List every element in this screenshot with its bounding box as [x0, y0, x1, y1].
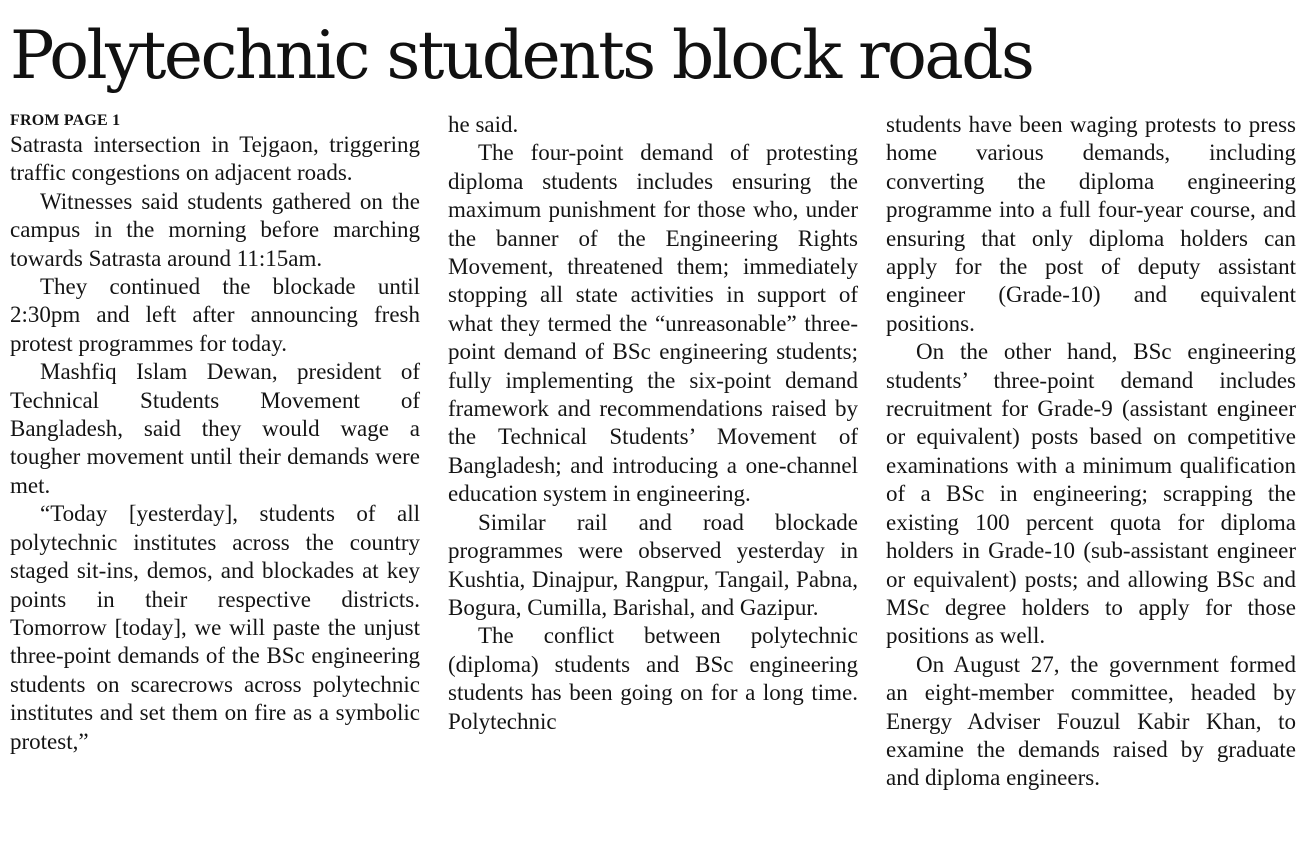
paragraph: Similar rail and road blockade programmes were observed yesterday in Kushtia, Dinajpur, Rangpur, Tangail, Pabna, Bogura, Cumilla, Barishal, and Gazipur.: [448, 509, 858, 620]
kicker-from-page: FROM PAGE 1: [10, 112, 121, 129]
paragraph: The conflict between polytechnic (diploma) students and BSc engineering students has been going on for a long time. Polytechnic: [448, 623, 858, 734]
paragraph: Satrasta intersection in Tejgaon, triggering traffic congestions on adjacent roads.: [10, 132, 420, 186]
paragraph: The four-point demand of protesting diploma students includes ensuring the maximum punishment for those who, under the banner of the Engineering Rights Movement, threatened them; immediately stopping all state activities in support of what they termed the “unreasonable” three-point demand of BSc engineering students; fully implementing the six-point demand framework and recommendations raised by the Technical Students’ Movement of Bangladesh; and introducing a one-channel education system in engineering.: [448, 140, 858, 507]
article-column-2: [448, 111, 858, 736]
article-column-1: [10, 111, 420, 756]
paragraph: he said.: [448, 112, 519, 137]
paragraph: students have been waging protests to press home various demands, including converting the diploma engineering programme into a full four-year course, and ensuring that only diploma holders can apply for the post of deputy assistant engineer (Grade-10) and equivalent positions.: [886, 112, 1296, 336]
article-column-3: [886, 111, 1296, 793]
paragraph: “Today [yesterday], students of all polytechnic institutes across the country staged sit-ins, demos, and blockades at key points in their respective districts. Tomorrow [today], we will paste the unjust three-point demands of the BSc engineering students on scarecrows across polytechnic institutes and set them on fire as a symbolic protest,”: [10, 501, 420, 754]
paragraph: On the other hand, BSc engineering students’ three-point demand includes recruitment for Grade-9 (assistant engineer or equivalent) posts based on competitive examinations with a minimum qualification of a BSc in engineering; scrapping the existing 100 percent quota for diploma holders in Grade-10 (sub-assistant engineer or equivalent) posts; and allowing BSc and MSc degree holders to apply for those positions as well.: [886, 339, 1296, 649]
paragraph: On August 27, the government formed an eight-member committee, headed by Energy Adviser Fouzul Kabir Khan, to examine the demands raised by graduate and diploma engineers.: [886, 651, 1296, 791]
paragraph: Witnesses said students gathered on the campus in the morning before marching towards Satrasta around 11:15am.: [10, 188, 420, 271]
paragraph: Mashfiq Islam Dewan, president of Technical Students Movement of Bangladesh, said they would wage a tougher movement until their demands were met.: [10, 359, 420, 498]
paragraph: They continued the blockade until 2:30pm and left after announcing fresh protest programmes for today.: [10, 274, 420, 356]
headline: Polytechnic students block roads: [10, 17, 1033, 94]
